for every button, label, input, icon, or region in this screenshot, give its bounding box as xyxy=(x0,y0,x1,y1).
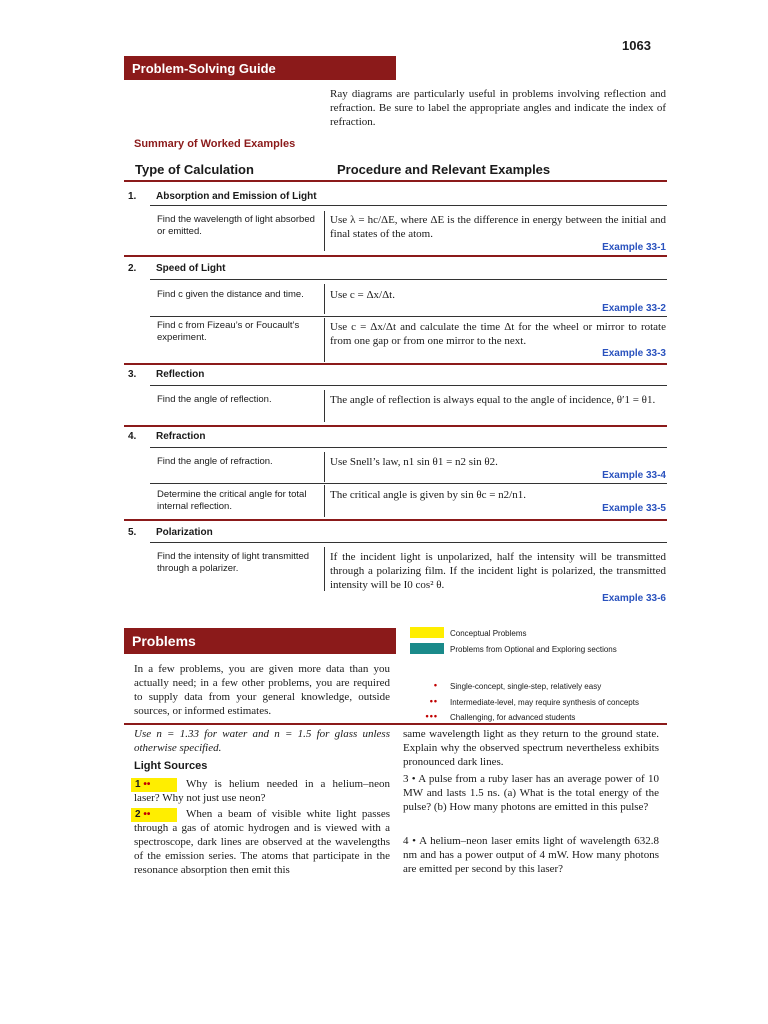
section-number: 3. xyxy=(128,369,137,380)
problem-2-text: When a beam of visible white light passes through a gas of atomic hydrogen and is viewed with a spectroscope, dark lines are observed at the wavelengths of the emission series. The atoms that participate in the resonance absorption then emit this xyxy=(134,808,390,876)
problem-1-text: Why is helium needed in a helium–neon laser? Why not just use neon? xyxy=(134,778,390,804)
section-end-rule xyxy=(124,425,667,427)
row-right-cell: The critical angle is given by sin θc = n2/n1. xyxy=(330,489,526,501)
header-rule xyxy=(124,180,667,182)
problem-number: 1 xyxy=(135,779,141,790)
legend-conceptual: Conceptual Problems xyxy=(450,629,527,638)
section-number: 1. xyxy=(128,191,137,202)
legend-single: Single-concept, single-step, relatively easy xyxy=(450,682,602,691)
section-title: Speed of Light xyxy=(156,263,226,274)
row-left-cell: Find the angle of refraction. xyxy=(157,456,273,467)
guide-intro: Ray diagrams are particularly useful in problems involving reflection and refraction. Be sure to label the appropriate angles and indicate the index of refraction. xyxy=(330,88,666,128)
example-link[interactable]: Example 33-5 xyxy=(602,503,666,514)
section-title: Polarization xyxy=(156,527,213,538)
section-rule xyxy=(150,279,667,280)
light-sources-heading: Light Sources xyxy=(134,760,208,772)
column-divider xyxy=(324,485,325,517)
section-number: 5. xyxy=(128,527,137,538)
row-left-cell: Find the wavelength of light absorbed or emitted. xyxy=(157,214,315,237)
legend-optional: Problems from Optional and Exploring sections xyxy=(450,645,617,654)
summary-title: Summary of Worked Examples xyxy=(134,138,296,150)
row-left-cell: Find c given the distance and time. xyxy=(157,289,304,300)
problem-solving-guide-banner: Problem-Solving Guide xyxy=(124,56,396,80)
example-link[interactable]: Example 33-2 xyxy=(602,303,666,314)
column-header-type: Type of Calculation xyxy=(135,162,254,177)
row-right-cell: Use λ = hc/ΔE, where ΔE is the difference in energy between the initial and final states of the atom. xyxy=(330,214,666,240)
row-right-cell: The angle of reflection is always equal to the angle of incidence, θ′1 = θ1. xyxy=(330,394,656,406)
problem-2-continued: same wavelength light as they return to the ground state. Explain why the observed spectrum nevertheless exhibits pronounced dark lines. xyxy=(403,728,659,768)
legend-intermediate: Intermediate-level, may require synthesis of concepts xyxy=(450,698,639,707)
row-left-cell: Determine the critical angle for total internal reflection. xyxy=(157,489,307,512)
example-link[interactable]: Example 33-6 xyxy=(602,593,666,604)
section-end-rule xyxy=(124,519,667,521)
column-divider xyxy=(324,284,325,314)
problem-4-text: 4 • A helium–neon laser emits light of wavelength 632.8 nm and has a power output of 4 mW. How many photons are emitted per second by this laser? xyxy=(403,835,659,875)
problems-intro: In a few problems, you are given more data than you actually need; in a few other problems, you are required to supply data from your general knowledge, outside sources, or informed estimates. xyxy=(134,663,390,717)
column-divider xyxy=(324,211,325,251)
section-rule xyxy=(150,385,667,386)
row-left-cell: Find the angle of reflection. xyxy=(157,394,272,405)
section-title: Reflection xyxy=(156,369,205,380)
row-left-cell: Find c from Fizeau’s or Foucault’s experiment. xyxy=(157,320,300,343)
column-divider xyxy=(324,452,325,482)
row-right-cell: Use c = Δx/Δt and calculate the time Δt for the wheel or mirror to rotate from one gap or from one mirror to the next. xyxy=(330,321,666,347)
problems-rule xyxy=(124,723,667,725)
problem-3-text: 3 • A pulse from a ruby laser has an average power of 10 MW and lasts 1.5 ns. (a) What is the total energy of the pulse? (b) How many photons are emitted in this pulse? xyxy=(403,773,659,813)
problem-number: 2 xyxy=(135,809,141,820)
row-right-cell: If the incident light is unpolarized, half the intensity will be transmitted through a polarizing film. If the incident light is polarized, the transmitted intensity will be I0 cos² θ. xyxy=(330,551,666,591)
section-number: 4. xyxy=(128,431,137,442)
two-dots-icon: •• xyxy=(429,696,438,706)
example-link[interactable]: Example 33-4 xyxy=(602,470,666,481)
index-note: Use n = 1.33 for water and n = 1.5 for glass unless otherwise specified. xyxy=(134,728,390,754)
row-rule xyxy=(150,316,667,317)
section-title: Absorption and Emission of Light xyxy=(156,191,317,202)
optional-legend-swatch xyxy=(410,643,444,654)
difficulty-dots-icon: •• xyxy=(143,779,151,790)
row-right-cell: Use c = Δx/Δt. xyxy=(330,289,395,301)
conceptual-legend-swatch xyxy=(410,627,444,638)
column-divider xyxy=(324,390,325,422)
section-number: 2. xyxy=(128,263,137,274)
page-number: 1063 xyxy=(622,38,651,53)
three-dots-icon: ••• xyxy=(425,711,438,721)
section-rule xyxy=(150,205,667,206)
section-end-rule xyxy=(124,363,667,365)
legend-challenging: Challenging, for advanced students xyxy=(450,713,576,722)
problems-banner: Problems xyxy=(124,628,396,654)
row-left-cell: Find the intensity of light transmitted through a polarizer. xyxy=(157,551,310,574)
section-title: Refraction xyxy=(156,431,206,442)
row-rule xyxy=(150,483,667,484)
column-divider xyxy=(324,547,325,591)
section-end-rule xyxy=(124,255,667,257)
column-divider xyxy=(324,318,325,362)
row-right-cell: Use Snell’s law, n1 sin θ1 = n2 sin θ2. xyxy=(330,456,498,468)
section-rule xyxy=(150,447,667,448)
one-dot-icon: • xyxy=(433,680,438,690)
example-link[interactable]: Example 33-3 xyxy=(602,348,666,359)
section-rule xyxy=(150,542,667,543)
example-link[interactable]: Example 33-1 xyxy=(602,242,666,253)
column-header-procedure: Procedure and Relevant Examples xyxy=(337,162,551,177)
difficulty-dots-icon: •• xyxy=(143,809,151,820)
